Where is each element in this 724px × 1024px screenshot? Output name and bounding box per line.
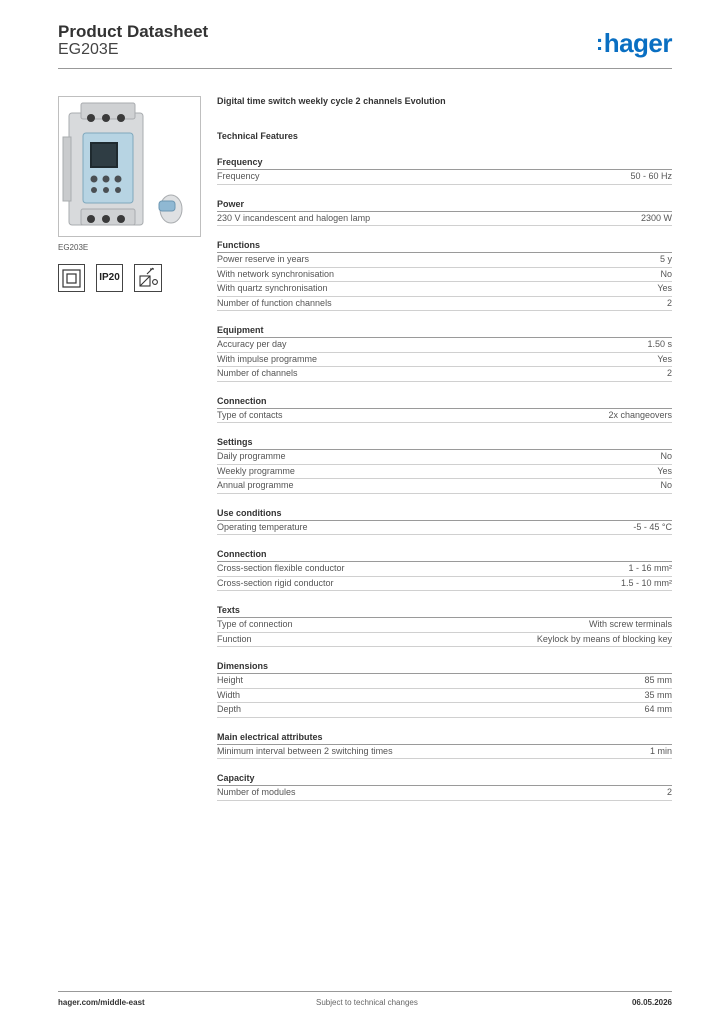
feature-value: 2 <box>666 297 672 308</box>
feature-section <box>217 437 672 494</box>
image-caption: EG203E <box>58 243 89 252</box>
feature-section <box>217 605 672 647</box>
feature-value: 1 min <box>649 745 672 756</box>
feature-label: 230 V incandescent and halogen lamp <box>217 212 371 223</box>
feature-row <box>217 409 672 424</box>
feature-label: Frequency <box>217 171 260 181</box>
section-title: Main electrical attributes <box>217 732 672 745</box>
feature-label: Power reserve in years <box>217 254 310 264</box>
feature-label: Annual programme <box>217 480 294 490</box>
technical-features-heading: Technical Features <box>217 131 298 141</box>
logo-colon-icon: : <box>595 30 603 55</box>
double-insulation-icon <box>59 265 84 291</box>
section-title: Functions <box>217 240 672 253</box>
technical-content <box>217 96 672 801</box>
feature-section <box>217 396 672 424</box>
ip20-badge <box>96 264 123 292</box>
feature-row <box>217 786 672 801</box>
feature-row <box>217 618 672 633</box>
feature-row <box>217 268 672 283</box>
feature-value: 64 mm <box>644 704 672 714</box>
feature-label: With impulse programme <box>217 353 318 364</box>
feature-row <box>217 689 672 704</box>
feature-value: 2 <box>666 787 672 797</box>
feature-row <box>217 253 672 268</box>
section-title: Connection <box>217 396 672 409</box>
feature-label: Number of function channels <box>217 297 332 308</box>
feature-label: Accuracy per day <box>217 339 287 349</box>
section-title: Connection <box>217 549 672 562</box>
document-title: Product Datasheet <box>58 22 209 41</box>
feature-value: Yes <box>657 353 672 364</box>
section-title: Equipment <box>217 325 672 338</box>
feature-value: Yes <box>657 283 672 293</box>
feature-label: Function <box>217 633 252 644</box>
feature-label: Number of channels <box>217 368 298 378</box>
feature-row <box>217 521 672 536</box>
section-title: Texts <box>217 605 672 618</box>
feature-row <box>217 353 672 368</box>
feature-value: -5 - 45 °C <box>633 521 672 532</box>
feature-section <box>217 549 672 591</box>
feature-row <box>217 465 672 480</box>
feature-value: 35 mm <box>644 689 672 700</box>
footer-website-link[interactable]: hager.com/middle-east <box>58 998 145 1007</box>
footer-date: 06.05.2026 <box>631 998 672 1007</box>
feature-row <box>217 282 672 297</box>
feature-row <box>217 479 672 494</box>
feature-label: Height <box>217 675 244 685</box>
feature-value: 2300 W <box>640 212 672 223</box>
feature-label: Depth <box>217 704 242 714</box>
footer-notice: Subject to technical changes <box>316 998 418 1007</box>
feature-value: No <box>660 451 672 461</box>
logo-text: hager <box>603 28 672 58</box>
section-title: Settings <box>217 437 672 450</box>
section-title: Frequency <box>217 157 672 170</box>
feature-row <box>217 633 672 648</box>
feature-row <box>217 212 672 227</box>
feature-row <box>217 562 672 577</box>
feature-section <box>217 732 672 760</box>
feature-label: With network synchronisation <box>217 268 335 279</box>
feature-value: No <box>660 268 672 279</box>
feature-value: 1.5 - 10 mm² <box>620 577 672 588</box>
product-image <box>58 96 201 237</box>
feature-row <box>217 450 672 465</box>
feature-label: Width <box>217 689 241 700</box>
header-divider <box>58 68 672 69</box>
time-switch-illustration <box>59 97 200 236</box>
feature-section <box>217 240 672 311</box>
feature-section <box>217 157 672 185</box>
feature-section <box>217 773 672 801</box>
feature-label: Number of modules <box>217 787 296 797</box>
feature-label: Weekly programme <box>217 465 295 476</box>
product-description: Digital time switch weekly cycle 2 channels Evolution <box>217 96 446 106</box>
feature-value: Keylock by means of blocking key <box>536 633 672 644</box>
feature-label: Daily programme <box>217 451 286 461</box>
product-reference: EG203E <box>58 41 119 58</box>
feature-value: 5 y <box>659 254 672 264</box>
feature-value: 2 <box>666 368 672 378</box>
feature-value: 1.50 s <box>647 339 672 349</box>
certification-badges <box>58 264 168 294</box>
feature-row <box>217 703 672 718</box>
feature-value: 2x changeovers <box>608 409 672 420</box>
feature-section <box>217 508 672 536</box>
switching-symbol-badge <box>134 264 162 292</box>
feature-value: 1 - 16 mm² <box>628 563 672 573</box>
hager-logo <box>596 28 672 59</box>
feature-label: Cross-section flexible conductor <box>217 563 345 573</box>
feature-label: Type of contacts <box>217 409 283 420</box>
section-title: Power <box>217 199 672 212</box>
feature-section <box>217 199 672 227</box>
feature-label: Cross-section rigid conductor <box>217 577 334 588</box>
page-header <box>58 20 672 70</box>
ip-rating-label: IP20 <box>99 272 120 283</box>
feature-row <box>217 297 672 312</box>
feature-row <box>217 338 672 353</box>
feature-section <box>217 325 672 382</box>
feature-value: 85 mm <box>644 675 672 685</box>
feature-value: With screw terminals <box>588 619 672 629</box>
section-title: Capacity <box>217 773 672 786</box>
feature-value: No <box>660 480 672 490</box>
footer-divider <box>58 991 672 992</box>
section-title: Dimensions <box>217 661 672 674</box>
feature-row <box>217 745 672 760</box>
feature-row <box>217 170 672 185</box>
feature-section <box>217 661 672 718</box>
feature-label: Minimum interval between 2 switching times <box>217 745 393 756</box>
feature-value: Yes <box>657 465 672 476</box>
feature-row <box>217 674 672 689</box>
feature-label: With quartz synchronisation <box>217 283 328 293</box>
double-insulation-badge <box>58 264 85 292</box>
section-title: Use conditions <box>217 508 672 521</box>
feature-value: 50 - 60 Hz <box>630 171 672 181</box>
feature-label: Type of connection <box>217 619 293 629</box>
feature-row <box>217 367 672 382</box>
switching-symbol-icon <box>135 265 161 291</box>
feature-sections <box>217 157 672 801</box>
feature-label: Operating temperature <box>217 521 308 532</box>
feature-row <box>217 577 672 592</box>
